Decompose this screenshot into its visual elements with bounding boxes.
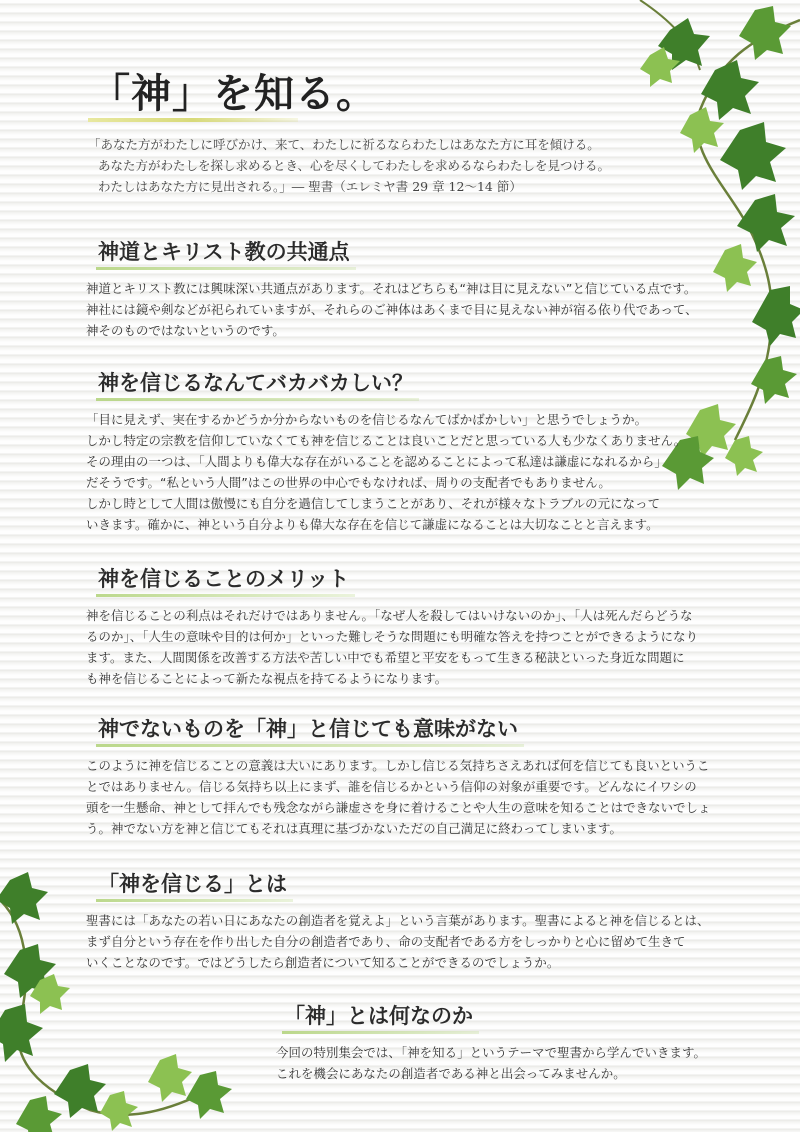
section-body — [86, 409, 726, 535]
section-body — [86, 278, 726, 341]
scripture-quote — [88, 134, 728, 197]
quote-line-1: 「あなた方がわたしに呼びかけ、来て、わたしに祈るならわたしはあなた方に耳を傾ける。 — [88, 137, 600, 152]
section-body — [86, 755, 726, 839]
section-shinto-christianity — [86, 236, 726, 341]
body-line: 神を信じることの利点はそれだけではありません。「なぜ人を殺してはいけないのか」、「人は死んだらどうな — [86, 608, 693, 623]
body-line: 神そのものではないというのです。 — [86, 323, 285, 338]
body-line: しかし時として人間は傲慢にも自分を過信してしまうことがあり、それが様々なトラブルの元になって — [86, 496, 661, 511]
section-body — [86, 605, 726, 689]
body-line: う。神でない方を神と信じてもそれは真理に基づかないただの自己満足に終わってしまいます。 — [86, 821, 622, 836]
body-line: とではありません。信じる気持ち以上にまず、誰を信じるかという信仰の対象が重要です。どんなにイワシの — [86, 779, 697, 794]
section-foolish — [86, 367, 726, 535]
section-heading: 神でないものを「神」と信じても意味がない — [96, 713, 524, 747]
body-line: だそうです。“私という人間”はこの世界の中心でもなければ、周りの支配者でもありません。 — [86, 475, 611, 490]
section-heading: 「神を信じる」とは — [96, 868, 293, 902]
section-merit — [86, 563, 726, 689]
body-line: これを機会にあなたの創造者である神と出会ってみませんか。 — [276, 1066, 626, 1081]
section-body — [86, 910, 726, 973]
body-line: このように神を信じることの意義は大いにあります。しかし信じる気持ちさえあれば何を信じても良いというこ — [86, 758, 710, 773]
section-what-is-god — [276, 1000, 746, 1084]
title-underline — [88, 118, 298, 122]
page-title: 「神」を知る。 — [90, 71, 377, 117]
body-line: るのか」、「人生の意味や目的は何か」といった難しそうな問題にも明確な答えを持つことができるようになり — [86, 629, 699, 644]
section-heading: 神を信じるなんてバカバカしい？ — [96, 367, 419, 401]
body-line: その理由の一つは、「人間よりも偉大な存在がいることを認めることによって私達は謙虚になれるから」 — [86, 454, 667, 469]
body-line: いくことなのです。ではどうしたら創造者について知ることができるのでしょうか。 — [86, 955, 560, 970]
quote-line-2: あなた方がわたしを探し求めるとき、心を尽くしてわたしを求めるならわたしを見つける。 — [98, 158, 611, 173]
body-line: 神社には鏡や剣などが祀られていますが、それらのご神体はあくまで目に見えない神が宿る依り代であって、 — [86, 302, 698, 317]
section-heading: 神道とキリスト教の共通点 — [96, 236, 356, 270]
body-line: ます。また、人間関係を改善する方法や苦しい中でも希望と平安をもって生きる秘訣といった身近な問題に — [86, 650, 685, 665]
section-believe — [86, 868, 726, 973]
body-line: 聖書には「あなたの若い日にあなたの創造者を覚えよ」という言葉があります。聖書によると神を信じるとは、 — [86, 913, 710, 928]
body-line: しかし特定の宗教を信仰していなくても神を信じることは良いことだと思っている人も少なくありません。 — [86, 433, 687, 448]
section-heading: 神を信じることのメリット — [96, 563, 355, 597]
body-line: 神道とキリスト教には興味深い共通点があります。それはどちらも“神は目に見えない”と信じている点です。 — [86, 281, 697, 296]
body-line: いきます。確かに、神という自分よりも偉大な存在を信じて謙虚になることは大切なことと言えます。 — [86, 517, 659, 532]
section-body — [276, 1042, 746, 1084]
body-line: 今回の特別集会では、「神を知る」というテーマで聖書から学んでいきます。 — [276, 1045, 706, 1060]
body-line: まず自分という存在を作り出した自分の創造者であり、命の支配者である方をしっかりと心に留めて生きて — [86, 934, 686, 949]
quote-line-3: わたしはあなた方に見出される。」― 聖書（エレミヤ書 29 章 12〜14 節） — [98, 179, 522, 194]
section-false-god — [86, 713, 726, 839]
body-line: 頭を一生懸命、神として拝んでも残念ながら謙虚さを身に着けることや人生の意味を知ることはできないでしょ — [86, 800, 711, 815]
section-heading: 「神」とは何なのか — [282, 1000, 479, 1034]
body-line: 「目に見えず、実在するかどうか分からないものを信じるなんてばかばかしい」と思うでしょうか。 — [86, 412, 648, 427]
body-line: も神を信じることによって新たな視点を持てるようになります。 — [86, 671, 448, 686]
